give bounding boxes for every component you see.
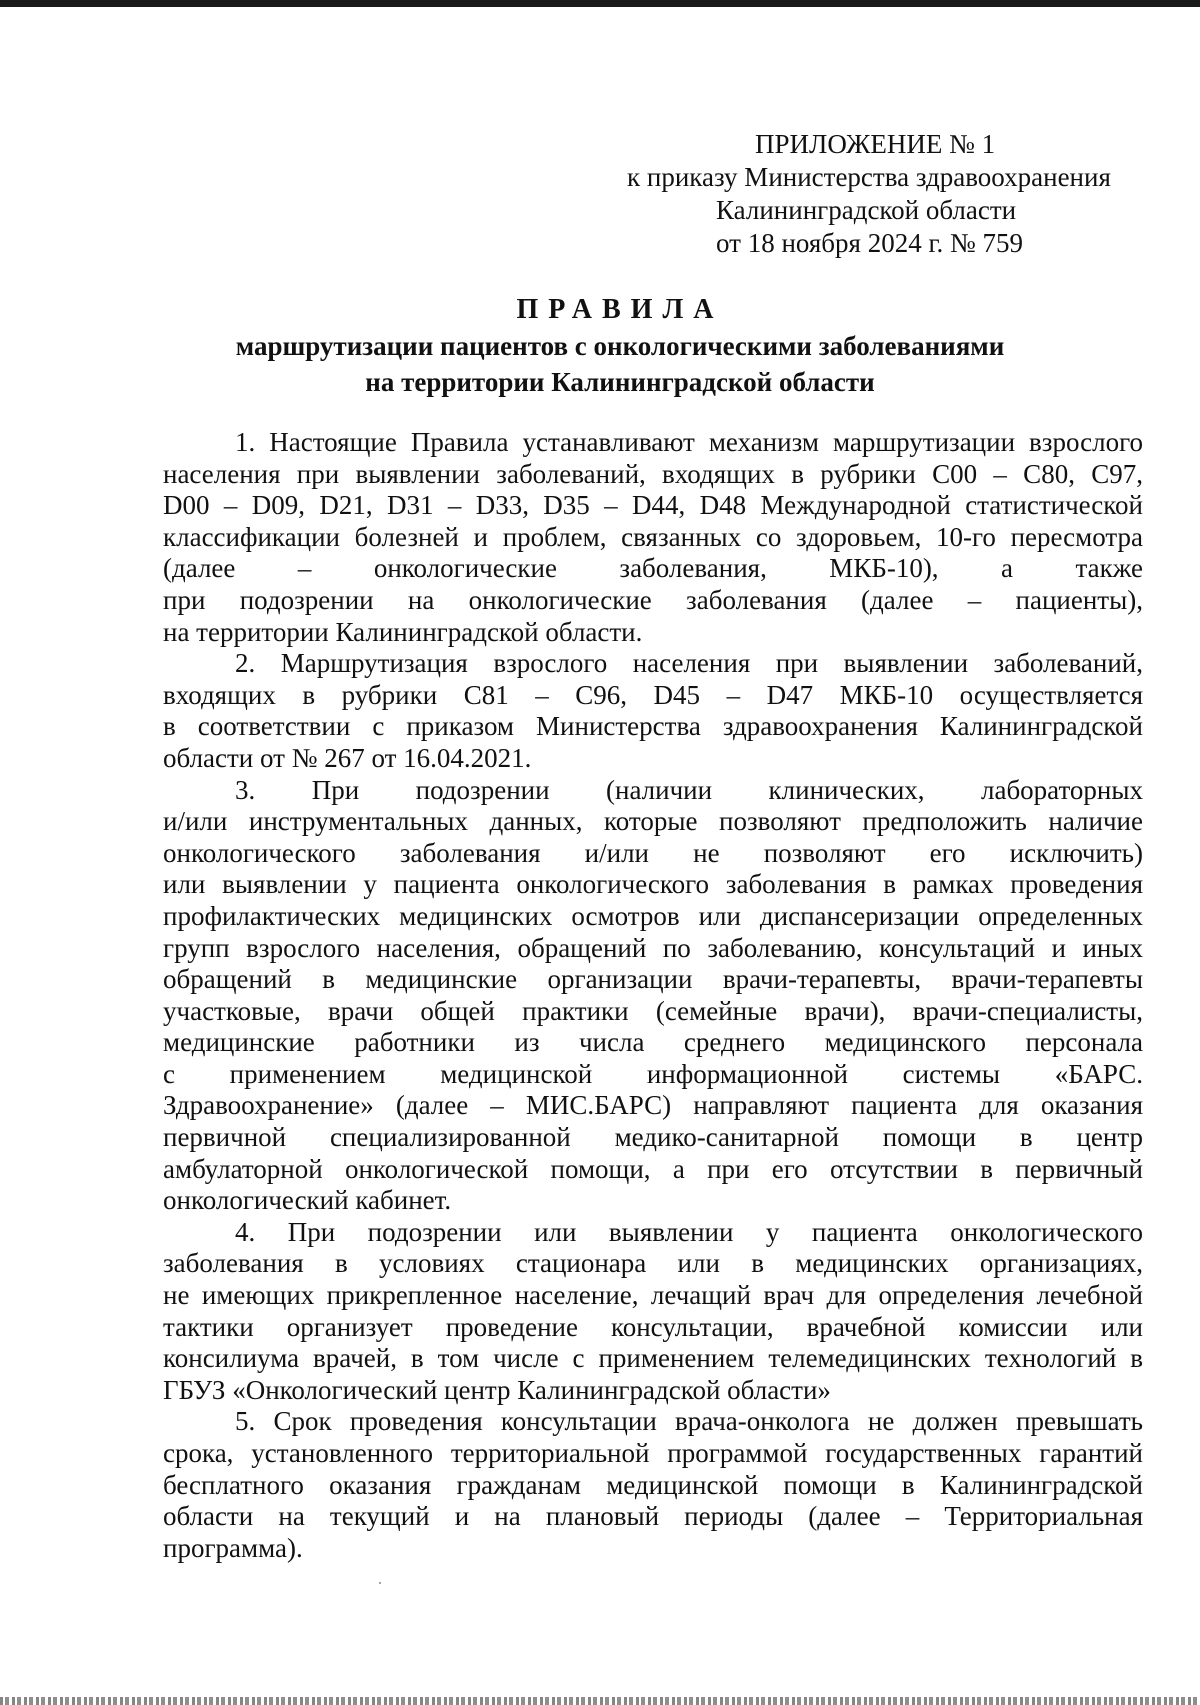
text-line: обращений в медицинские организации врачи-терапевты, врачи-терапевты bbox=[163, 964, 1143, 995]
text-line: 5. Срок проведения консультации врача-онколога не должен превышать bbox=[235, 1406, 1143, 1437]
text-line: первичной специализированной медико-санитарной помощи в центр bbox=[163, 1122, 1143, 1153]
text-line: тактики организует проведение консультации, врачебной комиссии или bbox=[163, 1311, 1143, 1342]
text-line: консилиума врачей, в том числе с применением телемедицинских технологий в bbox=[163, 1343, 1143, 1374]
annex-region: Калининградской области bbox=[716, 195, 1017, 225]
text-line: заболевания в условиях стационара или в медицинских организациях, bbox=[163, 1248, 1143, 1279]
text-line: участковые, врачи общей практики (семейные врачи), врачи-специалисты, bbox=[163, 995, 1143, 1026]
text-line: при подозрении на онкологические заболевания (далее – пациенты), bbox=[163, 584, 1143, 615]
text-line: на территории Калининградской области. bbox=[163, 616, 643, 647]
text-line: групп взрослого населения, обращений по заболеванию, консультаций и иных bbox=[163, 932, 1143, 963]
text-line: и/или инструментальных данных, которые позволяют предположить наличие bbox=[163, 806, 1143, 837]
document-body bbox=[163, 427, 1143, 1564]
text-line: 3. При подозрении (наличии клинических, лабораторных bbox=[235, 774, 1143, 805]
text-line: области на текущий и на плановый периоды (далее – Территориальная bbox=[163, 1501, 1143, 1532]
text-line: профилактических медицинских осмотров или диспансеризации определенных bbox=[163, 900, 1143, 931]
text-line: 4. При подозрении или выявлении у пациента онкологического bbox=[235, 1216, 1143, 1247]
text-line: амбулаторной онкологической помощи, а при его отсутствии в первичный bbox=[163, 1153, 1143, 1184]
text-line: онкологического заболевания и/или не позволяют его исключить) bbox=[163, 837, 1143, 868]
text-line: срока, установленного территориальной программой государственных гарантий bbox=[163, 1438, 1143, 1468]
annex-number: ПРИЛОЖЕНИЕ № 1 bbox=[755, 129, 996, 159]
document-title bbox=[160, 292, 1080, 400]
paragraph-1 bbox=[163, 427, 1143, 648]
scan-edge-bottom bbox=[0, 1697, 1200, 1705]
text-line: 1. Настоящие Правила устанавливают механизм маршрутизации взрослого bbox=[235, 427, 1143, 457]
paragraph-4 bbox=[163, 1217, 1143, 1407]
text-line: (далее – онкологические заболевания, МКБ-10), а также bbox=[163, 553, 1143, 584]
paragraph-2 bbox=[163, 648, 1143, 774]
scan-speck bbox=[379, 1582, 381, 1584]
text-line: Здравоохранение» (далее – МИС.БАРС) направляют пациента для оказания bbox=[163, 1090, 1143, 1121]
title-subtitle-line-1: маршрутизации пациентов с онкологическими заболеваниями bbox=[235, 331, 1005, 361]
text-line: бесплатного оказания гражданам медицинской помощи в Калининградской bbox=[163, 1469, 1143, 1500]
text-line: населения при выявлении заболеваний, входящих в рубрики С00 – С80, С97, bbox=[163, 458, 1143, 489]
title-main: ПРАВИЛА bbox=[516, 294, 724, 325]
text-line: ГБУЗ «Онкологический центр Калининградской области» bbox=[163, 1374, 831, 1405]
scan-edge-top bbox=[0, 0, 1200, 7]
annex-order-ref: к приказу Министерства здравоохранения bbox=[627, 162, 1111, 192]
text-line: не имеющих прикрепленное население, лечащий врач для определения лечебной bbox=[163, 1280, 1143, 1311]
title-subtitle-line-2: на территории Калининградской области bbox=[365, 367, 875, 397]
paragraph-3 bbox=[163, 775, 1143, 1217]
text-line: входящих в рубрики С81 – С96, D45 – D47 МКБ-10 осуществляется bbox=[163, 679, 1143, 710]
text-line: онкологический кабинет. bbox=[163, 1185, 452, 1216]
text-line: или выявлении у пациента онкологического заболевания в рамках проведения bbox=[163, 869, 1143, 900]
text-line: области от № 267 от 16.04.2021. bbox=[163, 742, 532, 773]
text-line: с применением медицинской информационной системы «БАРС. bbox=[163, 1058, 1143, 1089]
annex-header bbox=[600, 128, 1160, 260]
text-line: программа). bbox=[163, 1532, 303, 1563]
paragraph-5 bbox=[163, 1406, 1143, 1564]
text-line: в соответствии с приказом Министерства здравоохранения Калининградской bbox=[163, 711, 1143, 742]
text-line: D00 – D09, D21, D31 – D33, D35 – D44, D48 Международной статистической bbox=[163, 490, 1143, 521]
text-line: 2. Маршрутизация взрослого населения при выявлении заболеваний, bbox=[235, 648, 1143, 679]
text-line: медицинские работники из числа среднего медицинского персонала bbox=[163, 1027, 1143, 1058]
annex-date: от 18 ноября 2024 г. № 759 bbox=[716, 228, 1023, 258]
text-line: классификации болезней и проблем, связанных со здоровьем, 10-го пересмотра bbox=[163, 521, 1143, 552]
